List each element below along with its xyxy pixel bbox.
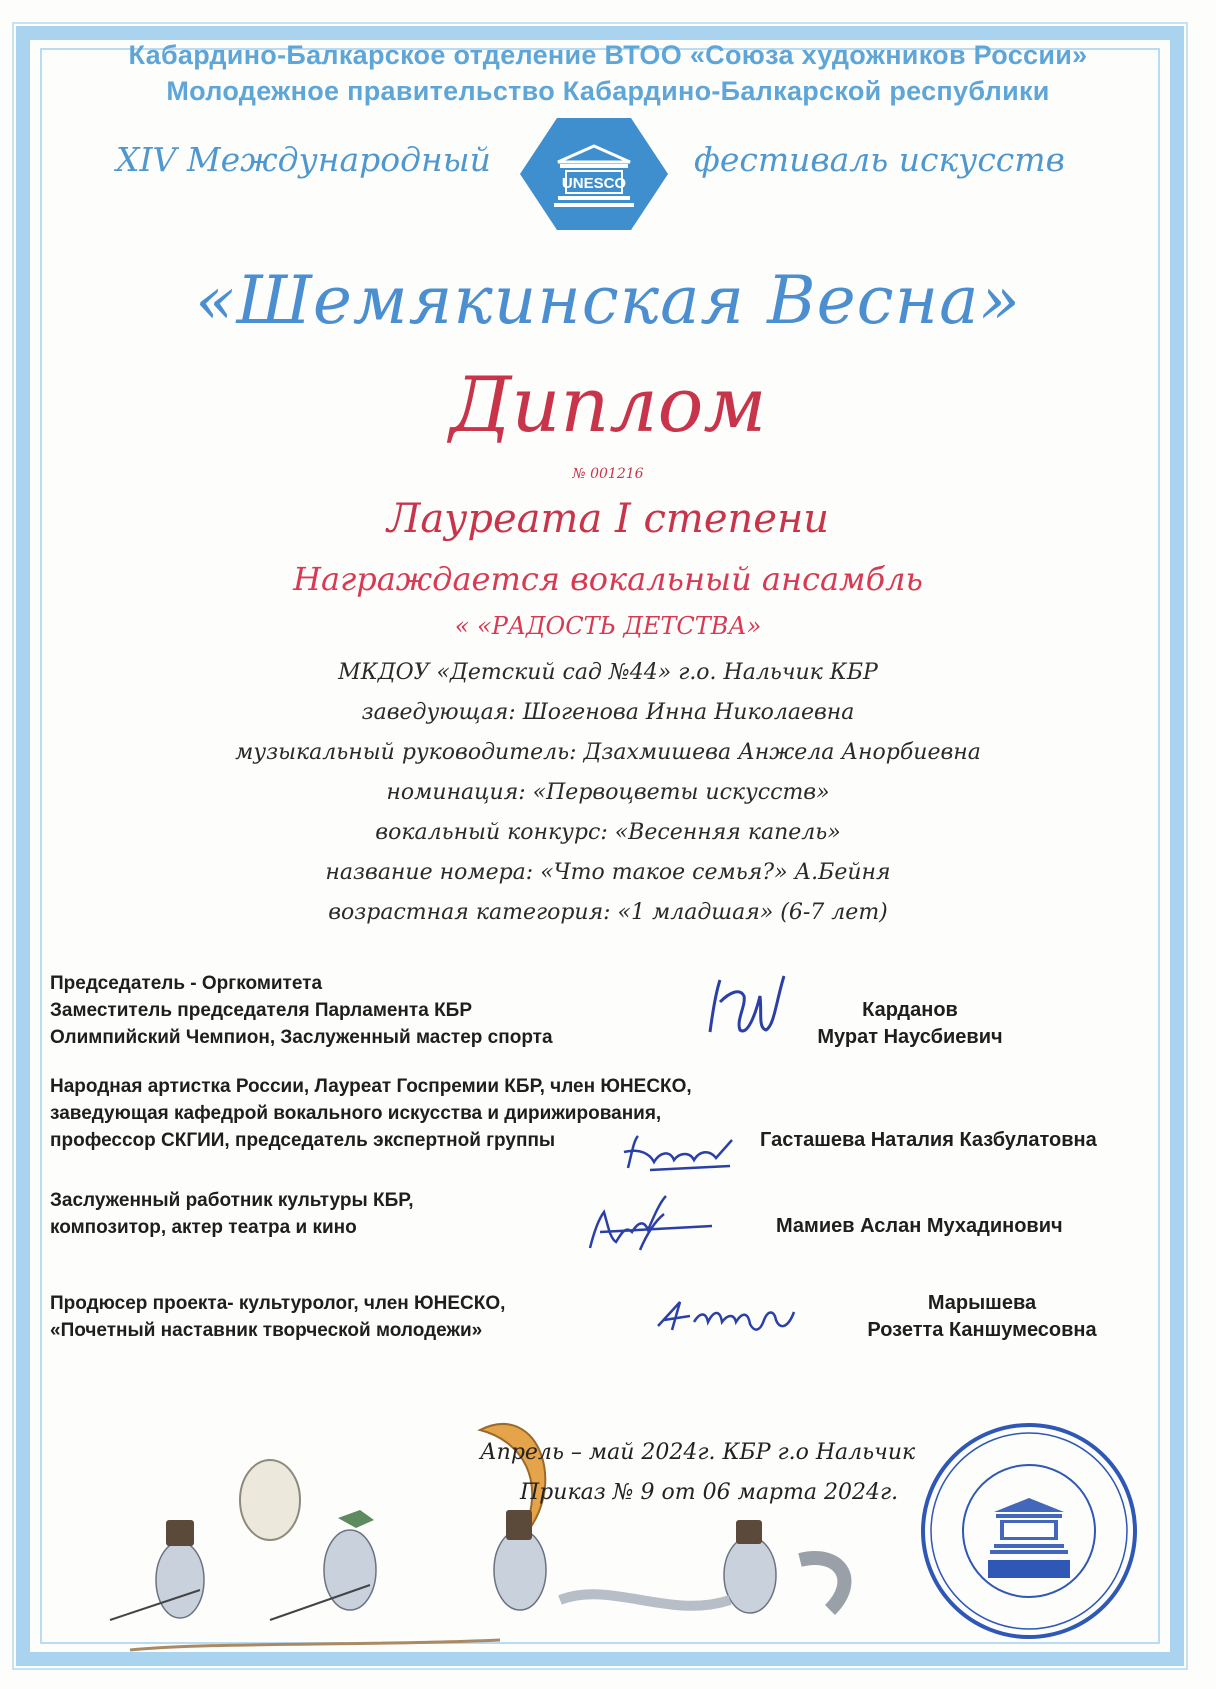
- signatory-2-name: [760, 1127, 1120, 1154]
- unesco-logo: [520, 118, 668, 230]
- detail-age-category: возрастная категория: «1 младшая» (6-7 лет): [328, 900, 888, 925]
- signatory-3-titles: [50, 1187, 414, 1241]
- unesco-logo-text: UNESCO: [561, 175, 627, 192]
- detail-nomination: номинация: «Первоцветы искусств»: [386, 780, 830, 805]
- organizer-line-1: Кабардино-Балкарское отделение ВТОО «Союза художников России»: [128, 40, 1088, 70]
- signatory-3-title-line: композитор, актер театра и кино: [50, 1217, 357, 1238]
- signatory-3-name: [776, 1213, 1116, 1240]
- signature-4: [650, 1292, 800, 1338]
- signatory-3-title-line: Заслуженный работник культуры КБР,: [50, 1190, 414, 1211]
- detail-contest: вокальный конкурс: «Весенняя капель»: [375, 820, 841, 845]
- organizing-committee-stamp: [918, 1420, 1140, 1642]
- signatory-1-title-line: Председатель - Оргкомитета: [50, 973, 323, 994]
- festival-label-right: фестиваль искусств: [694, 140, 1065, 179]
- signatory-4-title-line: Продюсер проекта- культуролог, член ЮНЕСКО,: [50, 1293, 506, 1314]
- order-reference: Приказ № 9 от 06 марта 2024г.: [520, 1480, 899, 1505]
- signatory-2-titles: [50, 1073, 692, 1154]
- signatory-1-name-line: Мурат Наусбиевич: [817, 1026, 1003, 1048]
- festival-dates: Апрель – май 2024г. КБР г.о Нальчик: [480, 1440, 916, 1465]
- signatory-3-name-line: Мамиев Аслан Мухадинович: [776, 1215, 1063, 1237]
- signatory-1-titles: [50, 970, 553, 1051]
- signatory-4-title-line: «Почетный наставник творческой молодежи»: [50, 1320, 483, 1341]
- award-line: Награждается вокальный ансамбль: [293, 560, 923, 598]
- signatory-2-title-line: заведующая кафедрой вокального искусства и дирижирования,: [50, 1103, 662, 1124]
- ensemble-name: « «РАДОСТЬ ДЕТСТВА»: [454, 612, 762, 640]
- signatory-1-name: [810, 997, 1010, 1051]
- signatory-2-title-line: профессор СКГИИ, председатель экспертной группы: [50, 1130, 556, 1151]
- signatory-2-name-line: Гасташева Наталия Казбулатовна: [760, 1129, 1097, 1151]
- festival-title: «Шемякинская Весна»: [195, 262, 1021, 339]
- signatory-1-name-line: Карданов: [862, 999, 958, 1021]
- festival-label-left: XIV Международный: [116, 140, 491, 179]
- signatory-1-title-line: Олимпийский Чемпион, Заслуженный мастер спорта: [50, 1027, 553, 1048]
- detail-song: название номера: «Что такое семья?» А.Бейня: [325, 860, 891, 885]
- signatory-2-title-line: Народная артистка России, Лауреат Госпремии КБР, член ЮНЕСКО,: [50, 1076, 692, 1097]
- signatory-1-title-line: Заместитель председателя Парламента КБР: [50, 1000, 472, 1021]
- signature-3: [580, 1192, 720, 1256]
- signatory-4-name-line: Марышева: [927, 1292, 1037, 1314]
- detail-music-director: музыкальный руководитель: Дзахмишева Анжела Анорбиевна: [235, 740, 981, 765]
- signatory-4-name-line: Розетта Каншумесовна: [867, 1319, 1097, 1341]
- laureate-degree: Лауреата I степени: [386, 496, 830, 542]
- detail-institution: МКДОУ «Детский сад №44» г.о. Нальчик КБР: [338, 660, 878, 685]
- diploma-number: № 001216: [572, 466, 644, 482]
- signature-2: [620, 1128, 740, 1174]
- signatory-4-name: [842, 1290, 1122, 1344]
- signature-1: [700, 972, 790, 1044]
- signatory-4-titles: [50, 1290, 505, 1344]
- detail-head: заведующая: Шогенова Инна Николаевна: [361, 700, 855, 725]
- organizer-line-2: Молодежное правительство Кабардино-Балкарской республики: [166, 76, 1050, 106]
- diploma-heading: Диплом: [449, 360, 767, 449]
